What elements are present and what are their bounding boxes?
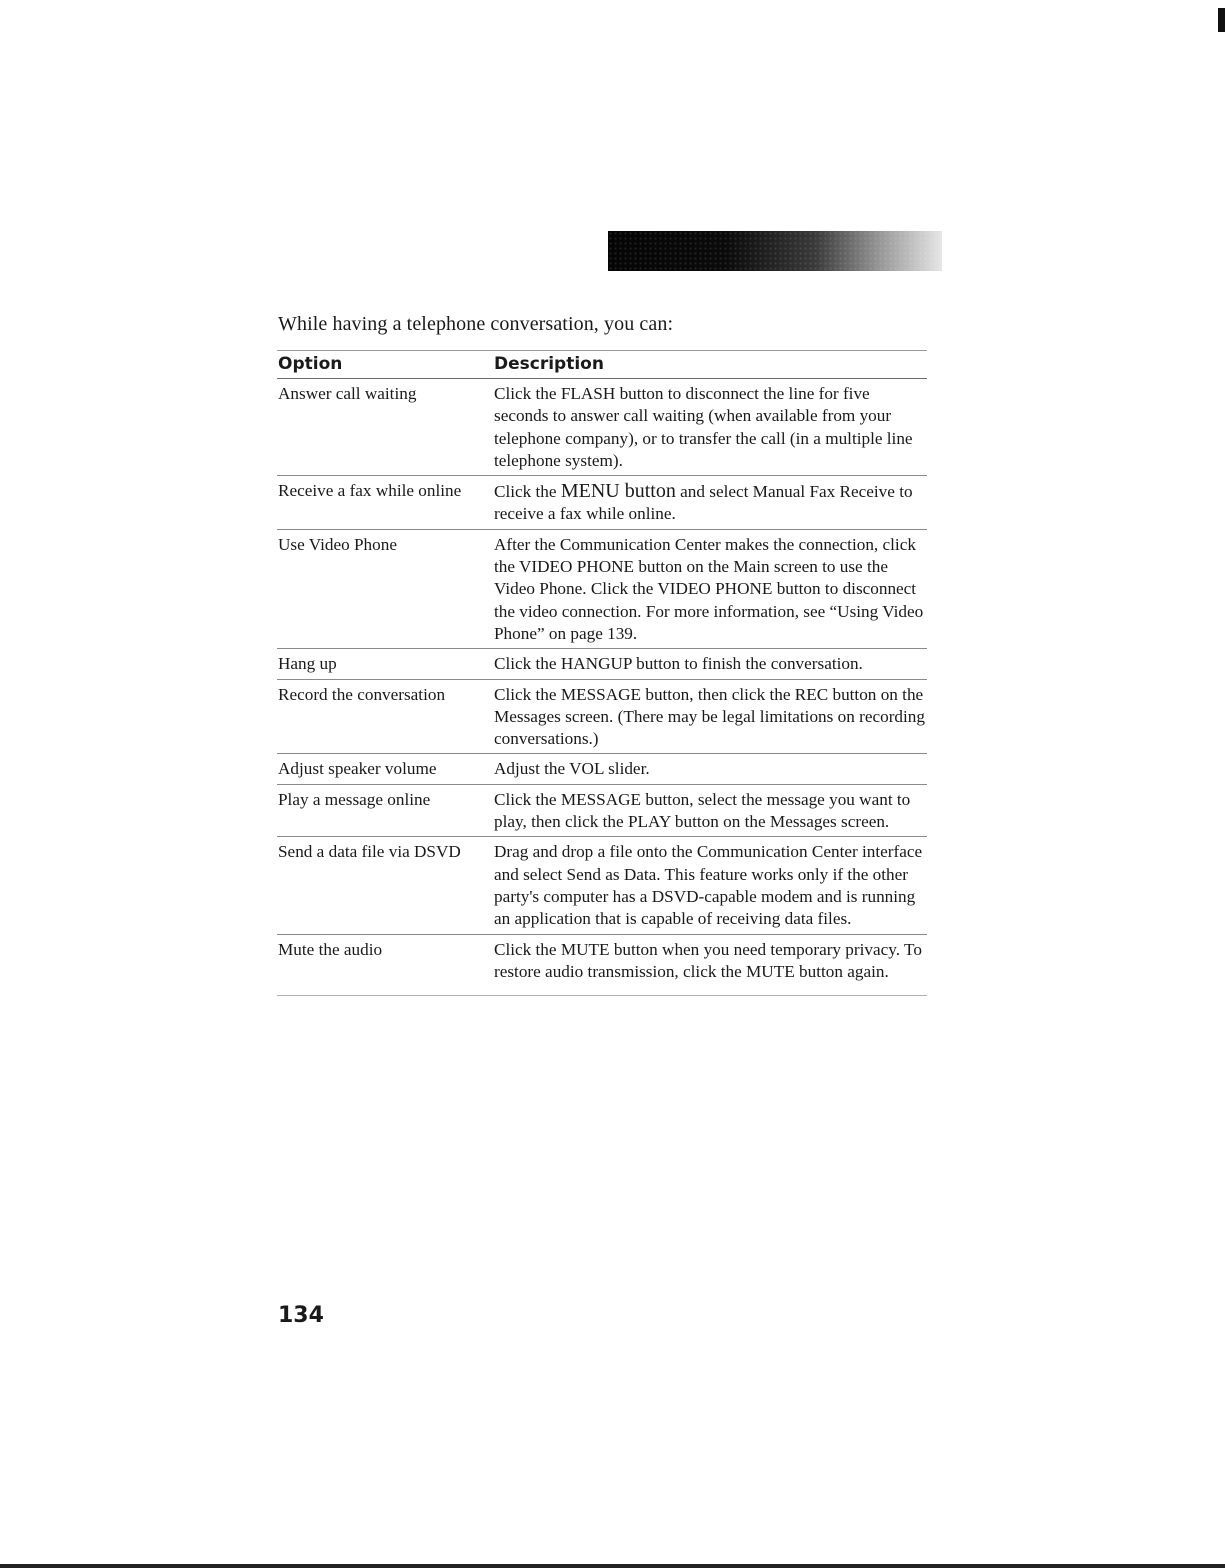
table-row: [277, 784, 927, 837]
table-row: [277, 649, 927, 679]
column-header-option: Option: [277, 351, 493, 379]
description-cell: Click the HANGUP button to finish the conversation.: [493, 649, 927, 679]
description-cell: Click the MESSAGE button, then click the REC button on the Messages screen. (There may be legal limitations on recording conversations.): [493, 679, 927, 754]
description-text: and select Manual Fax Receive to receive a fax while online.: [494, 482, 913, 524]
description-cell: Click the FLASH button to disconnect the line for five seconds to answer call waiting (when available from your telephone company), or to transfer the call (in a multiple line telephone system).: [493, 379, 927, 476]
description-cell: [493, 476, 927, 530]
header-bar-graphic: [608, 231, 942, 271]
option-cell: Receive a fax while online: [277, 476, 493, 530]
intro-text: While having a telephone conversation, you can:: [278, 313, 674, 335]
table-row: [277, 379, 927, 476]
page-edge-mark: [1218, 8, 1225, 32]
page-number: 134: [278, 1303, 324, 1328]
description-cell: After the Communication Center makes the connection, click the VIDEO PHONE button on the Main screen to use the Video Phone. Click the VIDEO PHONE button to disconnect the video connection. For more information, see “Using Video Phone” on page 139.: [493, 529, 927, 648]
page-bottom-edge: [0, 1564, 1225, 1568]
options-table: [277, 350, 927, 996]
description-cell: Click the MESSAGE button, select the message you want to play, then click the PLAY button on the Messages screen.: [493, 784, 927, 837]
column-header-description: Description: [493, 351, 927, 379]
option-cell: Adjust speaker volume: [277, 754, 493, 784]
option-cell: Answer call waiting: [277, 379, 493, 476]
table-row: [277, 837, 927, 934]
option-cell: Mute the audio: [277, 934, 493, 996]
option-cell: Record the conversation: [277, 679, 493, 754]
table-row: [277, 754, 927, 784]
description-cell: Click the MUTE button when you need temporary privacy. To restore audio transmission, click the MUTE button again.: [493, 934, 927, 996]
option-cell: Send a data file via DSVD: [277, 837, 493, 934]
option-cell: Play a message online: [277, 784, 493, 837]
table-row: [277, 679, 927, 754]
description-text: Click the: [494, 482, 561, 502]
option-cell: Hang up: [277, 649, 493, 679]
table-row: [277, 934, 927, 996]
table-row: [277, 476, 927, 530]
description-cell: Adjust the VOL slider.: [493, 754, 927, 784]
table-row: [277, 529, 927, 648]
menu-button-reference: MENU button: [560, 480, 676, 503]
description-cell: Drag and drop a file onto the Communication Center interface and select Send as Data. This feature works only if the other party's computer has a DSVD-capable modem and is running an application that is capable of receiving data files.: [493, 837, 927, 934]
table-header-row: [277, 351, 927, 379]
option-cell: Use Video Phone: [277, 529, 493, 648]
